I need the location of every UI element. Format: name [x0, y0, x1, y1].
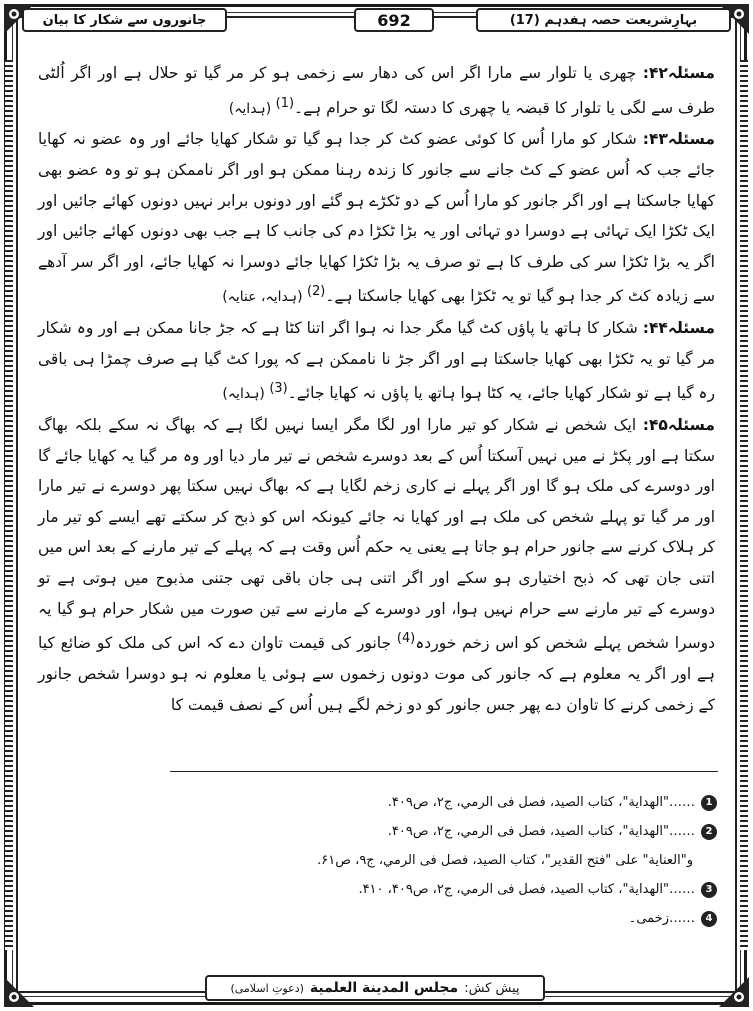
footnote-number: 2 — [701, 824, 717, 840]
footnote-ref: (3) — [269, 381, 288, 397]
masala-number: مسئلہ۴۵: — [642, 416, 715, 434]
page-header — [22, 8, 731, 34]
source-citation: (ہدایہ، عنایہ) — [222, 289, 308, 306]
footnote-ref: (2) — [307, 284, 326, 300]
footnote-1 — [40, 788, 717, 817]
footnote-4 — [40, 904, 717, 933]
left-border-ornament — [5, 60, 13, 950]
masala-44 — [38, 313, 715, 410]
footnote-ref: (1) — [275, 95, 294, 111]
footnote-text: ……"الھدایة"، کتاب الصید، فصل فی الرمي، ج۲، ص۴۰۹. — [387, 824, 695, 839]
footnote-number: 3 — [701, 882, 717, 898]
source-citation: (ہدایہ) — [222, 386, 270, 403]
masala-number: مسئلہ۴۳: — [642, 130, 715, 149]
footnote-number: 4 — [701, 911, 717, 927]
footnotes — [40, 788, 717, 933]
masala-text: ایک شخص نے شکار کو تیر مارا اور لگا مگر ایسا نہیں لگا ہے کہ بھاگ نہ سکے بلکہ بھاگ سکتا ہے اور پکڑ نے میں نہیں آسکتا اُس کے بعد دوسرے شخص نے تیر مار دیا اور وہ مر گیا یہ کھایا جائے گا اور دوسرے کی ملک ہو گا اور اگر پہلے نے کاری زخم لگایا ہے کہ بھاگ نہیں سکتا پھر دوسرے نے تیر مارا اور مر گیا تو پہلے شخص کی ملک ہے اور کھایا نہ جائے کیونکہ اس کو ذبح کر سکتے تھے ایسے کو تیر مار کر ہلاک کرنے سے جانور حرام ہو جاتا ہے یعنی یہ حکم اُس وقت ہے کہ پہلے کے تیر مارنے کے بعد اس میں اتنی جان تھی کہ ذبح اختیاری ہو سکے اور اگر اتنی ہی جان باقی تھی جتنی مذبوح میں ہوتی ہے تو دوسرے کے تیر مارنے سے حرام نہیں ہوا، اور دوسرے کے مارنے سے تین صورت میں شکار حرام ہو گیا یہ دوسرا شخص پہلے شخص کو اس زخم خوردہ — [38, 416, 715, 653]
publisher-subtitle: (دعوتِ اسلامی) — [230, 981, 304, 995]
masala-number: مسئلہ۴۲: — [642, 64, 715, 82]
footnote-text: ……"الھدایة"، کتاب الصید، فصل فی الرمي، ج۲، ص۴۰۹. — [387, 795, 695, 810]
footnote-text: و"العنایة" علی "فتح القدیر"، کتاب الصید، فصل فی الرمي، ج۹، ص۶۱. — [317, 853, 693, 868]
masala-number: مسئلہ۴۴: — [642, 319, 715, 338]
footnote-ref: (4) — [396, 631, 416, 647]
corner-ornament-bottom-right — [717, 975, 751, 1009]
footnote-2-continuation — [40, 846, 717, 875]
page-number: 692 — [354, 8, 434, 32]
right-border-ornament — [740, 60, 748, 950]
masala-text: شکار کا ہاتھ یا پاؤں کٹ گیا مگر جدا نہ ہوا اگر اتنا کٹا ہے کہ جڑ جانا ممکن ہے اور وہ شکار مر گیا تو یہ ٹکڑا بھی کھایا جاسکتا ہے اور اگر جڑ نا ناممکن ہے کہ پورا کٹ گیا ہے صرف چمڑا ہی باقی رہ گیا ہے تو شکار کھایا جائے، یہ کٹا ہوا ہاتھ یا پاؤں نہ کھایا جائے۔ — [38, 319, 715, 403]
masala-text: شکار کو مارا اُس کا کوئی عضو کٹ کر جدا ہو گیا تو شکار کھایا جائے اور وہ عضو نہ کھایا جائے جب کہ اُس عضو کے کٹ جانے سے جانور کا زندہ رہنا ممکن ہو اور اگر ناممکن ہو تو وہ عضو بھی کھایا جاسکتا ہے اور اگر جانور کو مارا اُس کے دو ٹکڑے ہو گئے اور دونوں برابر نہیں دونوں کھائے جائیں اور ایک ٹکڑا ایک تہائی ہے دوسرا دو تہائی اور یہ بڑا ٹکڑا دم کی جانب کا ہے جب بھی دونوں کھائے جائیں اور اگر یہ بڑا ٹکڑا سر کی طرف کا ہے تو صرف یہ بڑا ٹکڑا کھایا جائے دوسرا نہ کھایا جائے، اور اگر سر آدھے سے زیادہ کٹ کر جدا ہو گیا تو یہ ٹکڑا بھی کھایا جاسکتا ہے۔ — [38, 130, 715, 306]
footer-prefix: پیش کش: — [464, 980, 520, 996]
book-title: بہارِشریعت حصہ ہفدہم (17) — [476, 8, 731, 32]
masala-43 — [38, 124, 715, 313]
footnote-text: ……زخمی۔ — [628, 911, 695, 926]
footnote-number: 1 — [701, 795, 717, 811]
page-footer — [205, 975, 545, 1001]
source-citation: (ہدایہ) — [228, 100, 276, 117]
masala-42 — [38, 58, 715, 124]
chapter-title: جانوروں سے شکار کا بیان — [22, 8, 227, 32]
footnote-text: ……"الھدایة"، کتاب الصید، فصل فی الرمي، ج۲، ص۴۰۹، ۴۱۰. — [358, 882, 695, 897]
main-text — [38, 58, 715, 720]
corner-ornament-bottom-left — [2, 975, 36, 1009]
footnote-2 — [40, 817, 717, 846]
footnote-separator — [170, 771, 718, 772]
masala-45 — [38, 410, 715, 720]
footnote-3 — [40, 875, 717, 904]
publisher-name: مجلس المدینة العلمیة — [309, 980, 459, 996]
masala-text-continued: جانور کی قیمت تاوان دے کہ اس کی ملک کو ضائع کیا ہے اور اگر یہ معلوم ہے کہ جانور کی موت دونوں زخموں سے ہوئی یا معلوم نہ ہو دوسرا شخص جانور کے زخمی کرنے کا تاوان دے پھر جس جانور کو دو زخم لگے ہیں اُس کے نصف قیمت کا — [38, 634, 715, 714]
masala-text: چھری یا تلوار سے مارا اگر اس کی دھار سے زخمی ہو کر مر گیا تو حلال ہے اور اگر اُلٹی طرف سے لگی یا تلوار کا قبضہ یا چھری کا دستہ لگا تو حرام ہے۔ — [38, 64, 715, 117]
